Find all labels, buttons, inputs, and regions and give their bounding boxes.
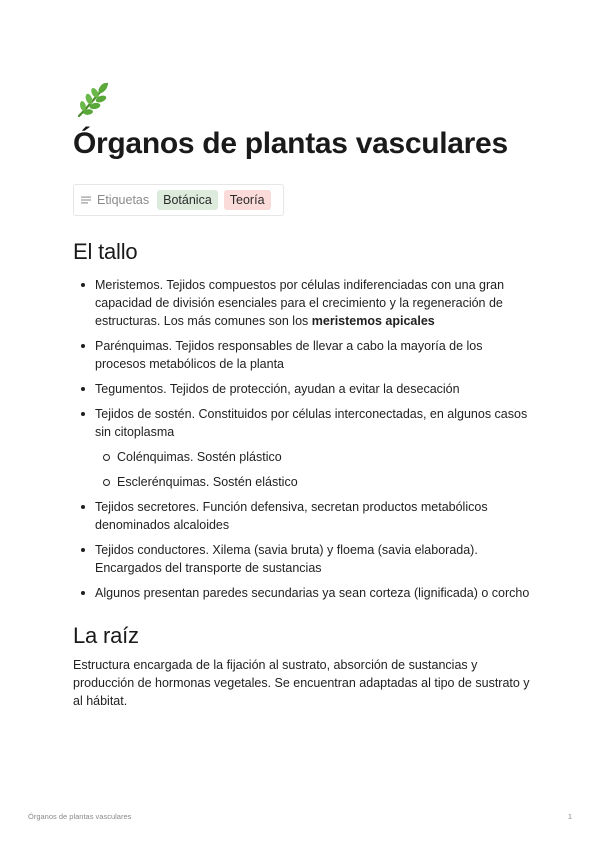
sublist-item: Esclerénquimas. Sostén elástico bbox=[95, 473, 533, 491]
list-item: Tejidos conductores. Xilema (savia bruta) y floema (savia elaborada). Encargados del transporte de sustancias bbox=[73, 541, 533, 577]
section-heading-raiz: La raíz bbox=[73, 623, 139, 648]
list-item: Tejidos de sostén. Constituidos por células interconectadas, en algunos casos sin citoplasma Colénquimas. Sostén plástico Esclerénquimas. Sostén elástico bbox=[73, 405, 533, 491]
page-title: Órganos de plantas vasculares bbox=[73, 127, 508, 160]
list-item: Tegumentos. Tejidos de protección, ayudan a evitar la desecación bbox=[73, 380, 533, 398]
tag-teoria[interactable]: Teoría bbox=[224, 190, 271, 210]
sosten-sublist bbox=[95, 448, 533, 491]
list-item: Parénquimas. Tejidos responsables de llevar a cabo la mayoría de los procesos metabólicos de la planta bbox=[73, 337, 533, 373]
raiz-paragraph: Estructura encargada de la fijación al sustrato, absorción de sustancias y producción de hormonas vegetales. Se encuentran adaptadas al tipo de sustrato y al hábitat. bbox=[73, 658, 530, 708]
document-page bbox=[73, 80, 533, 710]
tallo-list bbox=[73, 276, 533, 602]
footer-page-number: 1 bbox=[567, 812, 572, 821]
property-label: Etiquetas bbox=[97, 193, 150, 207]
herb-icon bbox=[73, 80, 113, 120]
sublist-item: Colénquimas. Sostén plástico bbox=[95, 448, 533, 466]
list-item: Meristemos. Tejidos compuestos por células indiferenciadas con una gran capacidad de división esenciales para el crecimiento y la regeneración de estructuras. Los más comunes son los meristemos apicales bbox=[73, 276, 533, 330]
tag-botanica[interactable]: Botánica bbox=[157, 190, 218, 210]
page-footer bbox=[28, 812, 572, 821]
list-icon bbox=[80, 194, 92, 206]
footer-title: Órganos de plantas vasculares bbox=[28, 812, 132, 821]
properties-row bbox=[73, 184, 284, 216]
list-item: Tejidos secretores. Función defensiva, secretan productos metabólicos denominados alcaloides bbox=[73, 498, 533, 534]
list-item: Algunos presentan paredes secundarias ya sean corteza (lignificada) o corcho bbox=[73, 584, 533, 602]
section-heading-tallo: El tallo bbox=[73, 239, 138, 264]
